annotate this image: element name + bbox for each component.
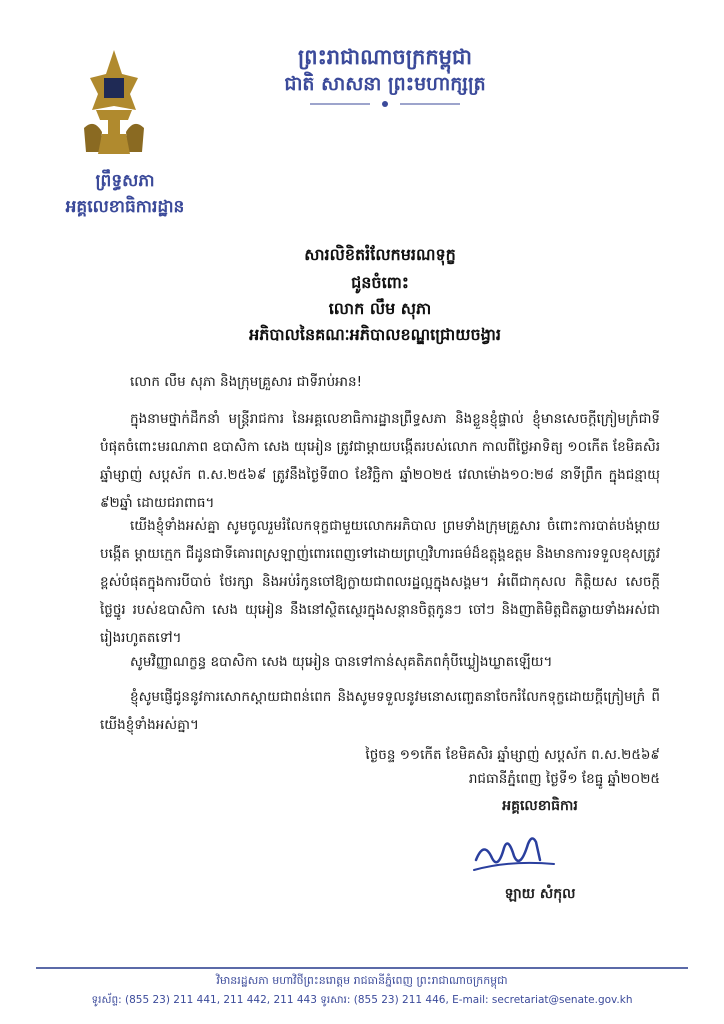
org-name: ព្រឹទ្ធសភា	[95, 171, 155, 191]
national-motto: ជាតិ សាសនា ព្រះមហាក្សត្រ	[284, 73, 486, 95]
footer-divider	[36, 967, 688, 969]
footer-address: វិមានរដ្ឋសភា មហាវិថីព្រះនរោត្តម រាជធានីភ្នំពេញ ព្រះរាជាណាចក្រកម្ពុជា	[216, 974, 508, 987]
body-paragraph-3: សូមវិញ្ញាណក្ខន្ធ ឧបាសិកា សេង យុអៀន បានទៅកាន់សុគតិភពកុំបីឃ្លៀងឃ្លាតឡើយ។	[130, 654, 553, 670]
salutation: លោក លឹម សុភា និងក្រុមគ្រួសារ ជាទីរាប់អាន!	[130, 374, 362, 390]
signature-icon	[470, 830, 560, 878]
body-paragraph-4: ខ្ញុំសូមផ្ញើជូននូវការសោកស្តាយជាពន់ពេក និងសូមទទួលនូវមនោសញ្ចេតនាចែករំលែកទុក្ខដោយក្តីក្រៀមក្រំ ពីយើងខ្ញុំទាំងអស់គ្នា។	[100, 689, 660, 733]
senate-emblem-icon	[78, 48, 150, 158]
letter-title: សារលិខិតរំលែកមរណទុក្ខ	[304, 245, 456, 264]
ornament-divider-icon	[300, 100, 470, 108]
signer-title: អគ្គលេខាធិការ	[502, 798, 578, 814]
body-paragraph-2: យើងខ្ញុំទាំងអស់គ្នា សូមចូលរួមរំលែកទុក្ខជាមួយលោកអភិបាល ព្រមទាំងក្រុមគ្រួសារ ចំពោះការបាត់បង់ម្តាយបង្កើត ម្តាយក្មេក ជីដូនជាទីគោរពស្រឡាញ់ពោរពេញទៅដោយព្រហ្មវិហារធម៌ដ៏ឧត្តុង្គឧត្តម និងមានការទទួលខុសត្រូវខ្ពស់បំផុតក្នុងការបីបាច់ ថែរក្សា និងអប់រំកូនចៅឱ្យក្លាយជាពលរដ្ឋល្អក្នុងសង្គម។ អំពើជាកុសល កិត្តិយស សេចក្តីថ្លៃថ្នូរ របស់ឧបាសិកា សេង យុអៀន នឹងនៅស្ថិតស្ថេរក្នុងសន្តានចិត្តកូនៗ ចៅៗ និងញាតិមិត្តជិតឆ្ងាយទាំងអស់ជារៀងរហូតតទៅ។	[100, 518, 660, 646]
solar-date: រាជធានីភ្នំពេញ ថ្ងៃទី១ ខែធ្នូ ឆ្នាំ២០២៥	[468, 771, 660, 787]
body-paragraph-1: ក្នុងនាមថ្នាក់ដឹកនាំ មន្ត្រីរាជការ នៃអគ្គលេខាធិការដ្ឋានព្រឹទ្ធសភា និងខ្លួនខ្ញុំផ្ទាល់ ខ្ញុំមានសេចក្តីក្រៀមក្រំជាទីបំផុតចំពោះមរណភាព ឧបាសិកា សេង យុអៀន ត្រូវជាម្តាយបង្កើតរបស់លោក កាលពីថ្ងៃអាទិត្យ ១០កើត ខែមិគសិរ ឆ្នាំម្សាញ់ សប្តស័ក ព.ស.២៥៦៩ ត្រូវនឹងថ្ងៃទី៣០ ខែវិច្ឆិកា ឆ្នាំ២០២៥ វេលាម៉ោង១០:២៨ នាទីព្រឹក ក្នុងជន្មាយុ ៩២ឆ្នាំ ដោយជរាពាធ។	[100, 411, 660, 511]
kingdom-title: ព្រះរាជាណាចក្រកម្ពុជា	[297, 44, 472, 69]
recipient-position: អភិបាលនៃគណៈអភិបាលខណ្ឌជ្រោយចង្វារ	[249, 325, 501, 344]
signer-name: ឡាយ សំកុល	[504, 886, 576, 902]
recipient-prefix: ជូនចំពោះ	[351, 273, 409, 292]
footer-contacts: ទូរស័ព្ទ: (855 23) 211 441, 211 442, 211 443 ទូរសារ: (855 23) 211 446, E-mail: secretariat@senate.gov.kh	[91, 994, 633, 1006]
recipient-name: លោក លឹម សុភា	[328, 299, 432, 318]
lunar-date: ថ្ងៃចន្ទ ១១កើត ខែមិគសិរ ឆ្នាំម្សាញ់ សប្តស័ក ព.ស.២៥៦៩	[365, 747, 660, 763]
org-unit: អគ្គលេខាធិការដ្ឋាន	[65, 197, 185, 217]
